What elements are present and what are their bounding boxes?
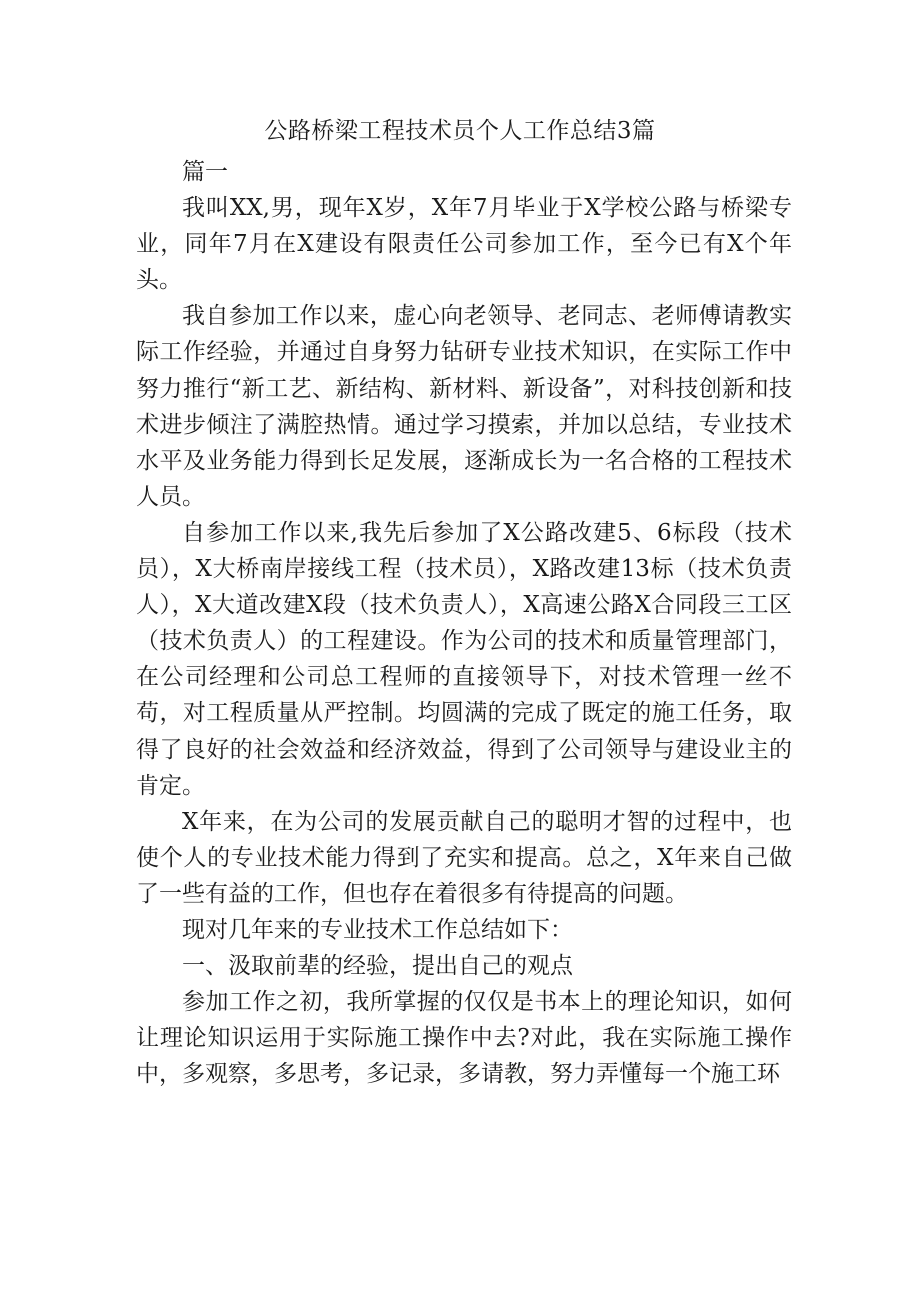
paragraph-learning: 参加工作之初，我所掌握的仅仅是书本上的理论知识，如何让理论知识运用于实际施工操作中去?对此，我在实际施工操作中，多观察，多思考，多记录，多请教，努力弄懂每一个施工环 xyxy=(136,989,792,1088)
heading-section-one: 一、汲取前辈的经验，提出自己的观点 xyxy=(182,953,573,980)
paragraph-lead-in: 现对几年来的专业技术工作总结如下： xyxy=(182,916,573,943)
paragraph-experience: 我自参加工作以来，虚心向老领导、老同志、老师傅请教实际工作经验，并通过自身努力钻研专业技术知识，在实际工作中努力推行“新工艺、新结构、新材料、新设备”，对科技创新和技术进步倾注了满腔热情。通过学习摸索，并加以总结，专业技术水平及业务能力得到长足发展，逐渐成长为一名合格的工程技术人员。 xyxy=(136,303,792,510)
document-body xyxy=(136,154,792,1092)
section-label: 篇一 xyxy=(182,159,228,185)
paragraph-projects: 自参加工作以来,我先后参加了X公路改建5、6标段（技术员），X大桥南岸接线工程（技术员），X路改建13标（技术负责人），X大道改建X段（技术负责人），X高速公路X合同段三工区（技术负责人）的工程建设。作为公司的技术和质量管理部门，在公司经理和公司总工程师的直接领导下，对技术管理一丝不苟，对工程质量从严控制。均圆满的完成了既定的施工任务，取得了良好的社会效益和经济效益，得到了公司领导与建设业主的肯定。 xyxy=(136,519,792,799)
paragraph-intro: 我叫XX,男，现年X岁，X年7月毕业于X学校公路与桥梁专业，同年7月在X建设有限责任公司参加工作，至今已有X个年头。 xyxy=(136,195,792,294)
paragraph-summary: X年来，在为公司的发展贡献自己的聪明才智的过程中，也使个人的专业技术能力得到了充实和提高。总之，X年来自己做了一些有益的工作，但也存在着很多有待提高的问题。 xyxy=(136,808,792,907)
document-title: 公路桥梁工程技术员个人工作总结3篇 xyxy=(264,118,656,144)
